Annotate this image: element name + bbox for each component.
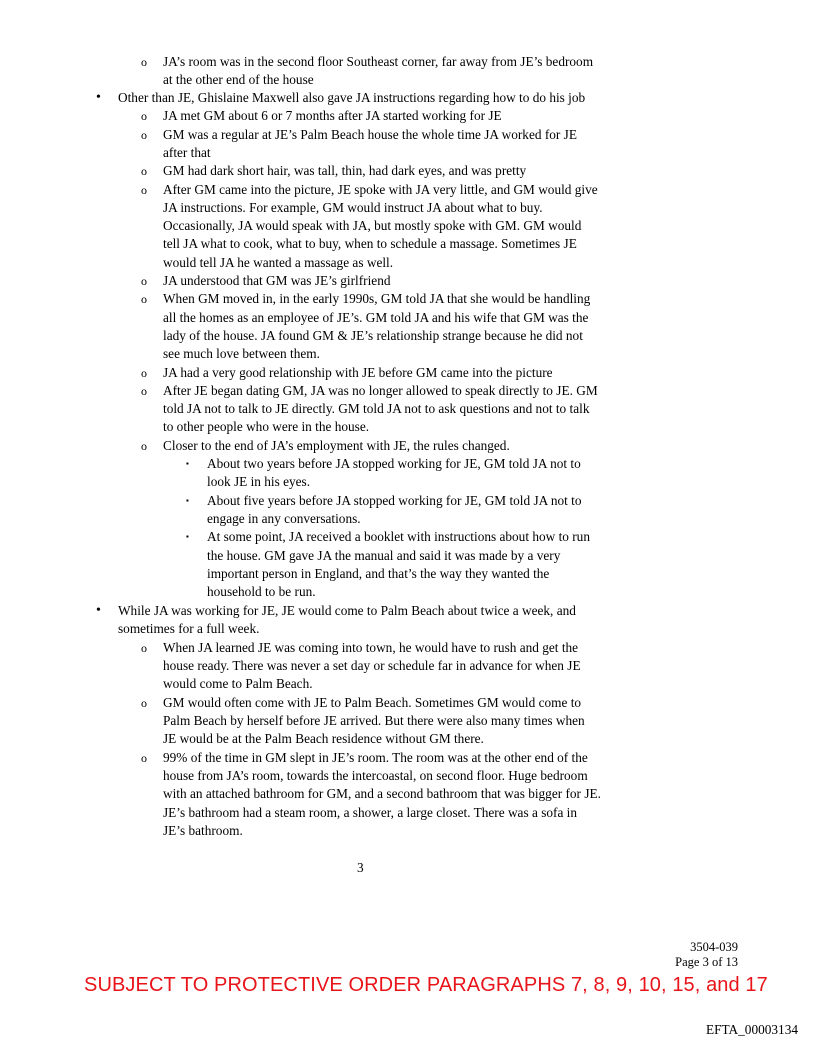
text-line: JE would be at the Palm Beach residence without GM there. (163, 731, 484, 746)
text-line: When GM moved in, in the early 1990s, GM told JA that she would be handling (163, 291, 591, 306)
text-line: About five years before JA stopped working for JE, GM told JA not to (207, 493, 582, 508)
text-line: JE’s bathroom. (163, 823, 243, 838)
bullet-square: ▪ (186, 459, 189, 468)
text-line: Other than JE, Ghislaine Maxwell also gave JA instructions regarding how to do his job (118, 90, 586, 105)
bullet-circle: o (141, 164, 147, 178)
bullet-circle: o (141, 109, 147, 123)
text-line: JA’s room was in the second floor Southeast corner, far away from JE’s bedroom (163, 54, 594, 69)
text-line: Occasionally, JA would speak with JA, but mostly spoke with GM. GM would (163, 218, 582, 233)
text-line: to other people who were in the house. (163, 419, 370, 434)
text-line: sometimes for a full week. (118, 621, 260, 636)
text-line: lady of the house. JA found GM & JE’s relationship strange because he did not (163, 328, 583, 343)
text-line: 99% of the time in GM slept in JE’s room. The room was at the other end of the (163, 750, 588, 765)
text-line: after that (163, 145, 211, 160)
text-line: with an attached bathroom for GM, and a second bathroom that was bigger for JE. (163, 786, 601, 801)
text-line: JA met GM about 6 or 7 months after JA started working for JE (163, 108, 502, 123)
bullet-square: ▪ (186, 532, 189, 541)
text-line: engage in any conversations. (207, 511, 361, 526)
bullet-circle: o (141, 696, 147, 710)
bullet-circle: o (141, 384, 147, 398)
bullet-square: ▪ (186, 496, 189, 505)
bullet-circle: o (141, 183, 147, 197)
text-line: at the other end of the house (163, 72, 314, 87)
document-reference: 3504-039 (690, 940, 738, 954)
text-line: GM had dark short hair, was tall, thin, had dark eyes, and was pretty (163, 163, 527, 178)
bullet-circle: o (141, 274, 147, 288)
text-line: the house. GM gave JA the manual and said it was made by a very (207, 548, 561, 563)
text-line: Palm Beach by herself before JE arrived. But there were also many times when (163, 713, 585, 728)
text-line: house ready. There was never a set day or schedule far in advance for when JE (163, 658, 581, 673)
protective-order-notice: SUBJECT TO PROTECTIVE ORDER PARAGRAPHS 7, 8, 9, 10, 15, and 17 (84, 974, 768, 996)
text-line: would tell JA he wanted a massage as well. (163, 255, 394, 270)
text-line: see much love between them. (163, 346, 320, 361)
text-line: tell JA what to cook, what to buy, when to schedule a massage. Sometimes JE (163, 236, 577, 251)
text-line: look JE in his eyes. (207, 474, 311, 489)
text-line: At some point, JA received a booklet with instructions about how to run (207, 529, 590, 544)
page-number: 3 (357, 860, 364, 875)
bullet-circle: o (141, 366, 147, 380)
bullet-disc: • (96, 90, 101, 105)
text-line: all the homes as an employee of JE’s. GM told JA and his wife that GM was the (163, 310, 589, 325)
text-line: Closer to the end of JA’s employment with JE, the rules changed. (163, 438, 510, 453)
text-line: After JE began dating GM, JA was no longer allowed to speak directly to JE. GM (163, 383, 598, 398)
bullet-circle: o (141, 439, 147, 453)
text-line: About two years before JA stopped working for JE, GM told JA not to (207, 456, 581, 471)
bullet-circle: o (141, 641, 147, 655)
text-line: JA had a very good relationship with JE before GM came into the picture (163, 365, 553, 380)
text-line: household to be run. (207, 584, 316, 599)
text-line: While JA was working for JE, JE would come to Palm Beach about twice a week, and (118, 603, 576, 618)
bullet-disc: • (96, 603, 101, 618)
bullet-circle: o (141, 751, 147, 765)
page-of-label: Page 3 of 13 (675, 955, 738, 969)
text-line: JA instructions. For example, GM would instruct JA about what to buy. (163, 200, 543, 215)
text-line: GM would often come with JE to Palm Beach. Sometimes GM would come to (163, 695, 582, 710)
text-line: After GM came into the picture, JE spoke with JA very little, and GM would give (163, 182, 598, 197)
text-line: told JA not to talk to JE directly. GM told JA not to ask questions and not to talk (163, 401, 590, 416)
bates-number: EFTA_00003134 (705, 1022, 798, 1037)
text-line: would come to Palm Beach. (163, 676, 313, 691)
text-line: JA understood that GM was JE’s girlfriend (163, 273, 391, 288)
text-line: GM was a regular at JE’s Palm Beach house the whole time JA worked for JE (163, 127, 577, 142)
text-line: JE’s bathroom had a steam room, a shower, a large closet. There was a sofa in (163, 805, 578, 820)
bullet-circle: o (141, 55, 147, 69)
text-line: When JA learned JE was coming into town, he would have to rush and get the (163, 640, 579, 655)
bullet-circle: o (141, 292, 147, 306)
text-line: house from JA’s room, towards the intercoastal, on second floor. Huge bedroom (163, 768, 588, 783)
bullet-circle: o (141, 128, 147, 142)
text-line: important person in England, and that’s the way they wanted the (207, 566, 550, 581)
